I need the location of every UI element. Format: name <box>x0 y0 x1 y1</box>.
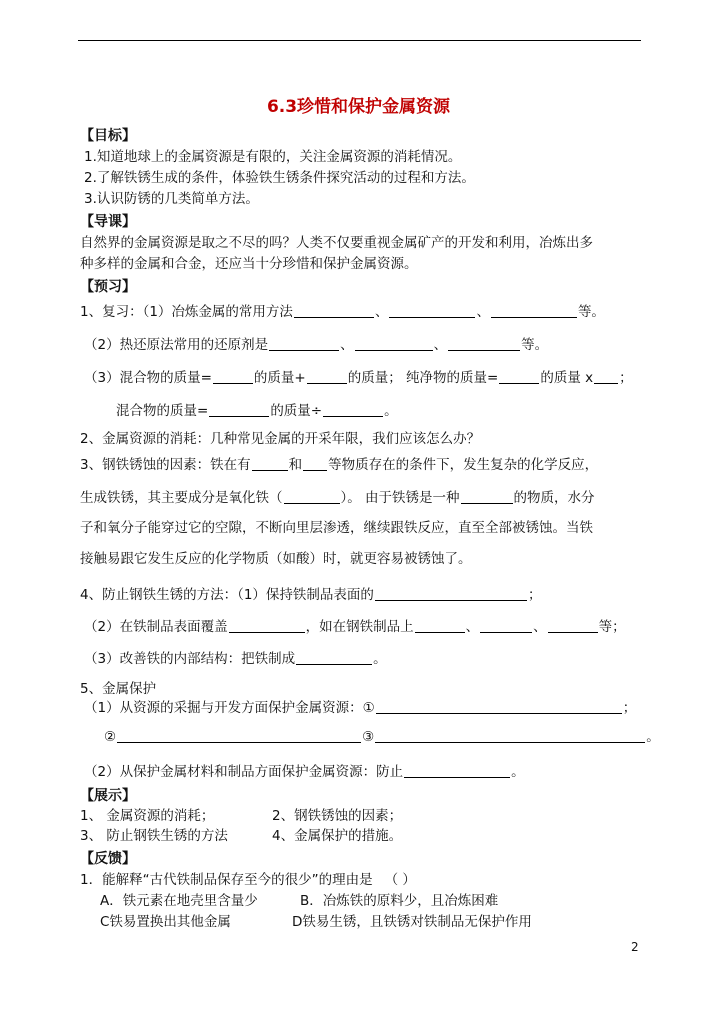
answer-blank <box>269 336 339 351</box>
preview-q1c: （3）混合物的质量= 的质量+ 的质量； 纯净物的质量= 的质量 x ； <box>84 370 633 386</box>
preview-q3b: 生成铁锈，其主要成分是氧化铁（ ）。 由于铁锈是一种 的物质，水分 <box>80 490 595 506</box>
intro-line-2: 种多样的金属和合金，还应当十分珍惜和保护金属资源。 <box>80 256 418 272</box>
preview-q5a: （1）从资源的采掘与开发方面保护金属资源：① ； <box>84 700 637 716</box>
page-number: 2 <box>631 940 639 954</box>
goals-heading: 【目标】 <box>80 128 136 144</box>
intro-line-1: 自然界的金属资源是取之不尽的吗？人类不仅要重视金属矿产的开发和利用，冶炼出多 <box>80 235 593 251</box>
preview-q3d: 接触易跟它发生反应的化学物质（如酸）时，就更容易被锈蚀了。 <box>80 551 472 567</box>
preview-heading: 【预习】 <box>80 279 136 295</box>
show-item-1: 1、 金属资源的消耗； <box>80 808 215 824</box>
answer-blank <box>355 336 433 351</box>
feedback-option-c: C铁易置换出其他金属 <box>100 914 231 930</box>
show-heading: 【展示】 <box>80 788 136 804</box>
preview-q1: 1、复习：（1）冶炼金属的常用方法 、 、 等。 <box>80 304 605 320</box>
answer-blank <box>213 369 253 384</box>
feedback-option-a: A．铁元素在地壳里含量少 <box>100 893 258 909</box>
preview-q3c: 子和氧分子能穿过它的空隙，不断向里层渗透，继续跟铁反应，直至全部被锈蚀。当铁 <box>80 520 593 536</box>
preview-q1b: （2）热还原法常用的还原剂是 、 、 等。 <box>84 337 549 353</box>
preview-q1d: 混合物的质量= 的质量÷ 。 <box>116 403 398 419</box>
answer-blank <box>252 456 288 471</box>
answer-blank <box>461 489 513 504</box>
answer-blank <box>117 728 361 743</box>
answer-blank <box>548 618 598 633</box>
answer-blank <box>448 336 520 351</box>
preview-q5c: （2）从保护金属材料和制品方面保护金属资源：防止 。 <box>84 764 525 780</box>
answer-blank <box>303 456 327 471</box>
answer-blank <box>415 618 465 633</box>
answer-blank <box>375 586 527 601</box>
goal-item-3: 3.认识防锈的几类简单方法。 <box>84 191 259 207</box>
answer-blank <box>209 402 269 417</box>
answer-blank <box>323 402 383 417</box>
answer-blank <box>499 369 539 384</box>
feedback-heading: 【反馈】 <box>80 851 136 867</box>
answer-blank <box>375 728 645 743</box>
preview-q5: 5、金属保护 <box>80 681 157 697</box>
answer-blank <box>594 369 618 384</box>
header-rule <box>78 40 641 41</box>
page-title: 6.3珍惜和保护金属资源 <box>266 97 451 117</box>
feedback-option-b: B．冶炼铁的原料少，且冶炼困难 <box>300 893 499 909</box>
answer-blank <box>307 369 347 384</box>
preview-q2: 2、金属资源的消耗：几种常见金属的开采年限，我们应该怎么办？ <box>80 431 481 447</box>
answer-blank <box>376 699 622 714</box>
answer-blank <box>294 303 374 318</box>
feedback-question: 1．能解释“古代铁制品保存至今的很少”的理由是 （ ） <box>80 872 416 888</box>
goal-item-1: 1.知道地球上的金属资源是有限的，关注金属资源的消耗情况。 <box>84 149 462 165</box>
show-item-3: 3、 防止钢铁生锈的方法 <box>80 828 228 844</box>
answer-blank <box>284 489 340 504</box>
preview-q5b: ② ③ 。 <box>104 729 660 745</box>
preview-q3a: 3、钢铁锈蚀的因素：铁在有 和 等物质存在的条件下，发生复杂的化学反应， <box>80 457 599 473</box>
answer-blank <box>491 303 577 318</box>
preview-q4a: 4、防止钢铁生锈的方法：（1）保持铁制品表面的 ； <box>80 587 542 603</box>
goal-item-2: 2.了解铁锈生成的条件，体验铁生锈条件探究活动的过程和方法。 <box>84 170 475 186</box>
intro-heading: 【导课】 <box>80 214 136 230</box>
answer-blank <box>389 303 475 318</box>
answer-blank <box>229 618 305 633</box>
show-item-2: 2、钢铁锈蚀的因素； <box>272 808 403 824</box>
show-item-4: 4、金属保护的措施。 <box>272 828 403 844</box>
answer-blank <box>296 650 372 665</box>
feedback-option-d: D铁易生锈，且铁锈对铁制品无保护作用 <box>292 914 532 930</box>
preview-q4b: （2）在铁制品表面覆盖 ，如在钢铁制品上 、 、 等； <box>84 619 626 635</box>
answer-blank <box>480 618 532 633</box>
answer-blank <box>404 763 510 778</box>
preview-q4c: （3）改善铁的内部结构：把铁制成 。 <box>84 651 387 667</box>
